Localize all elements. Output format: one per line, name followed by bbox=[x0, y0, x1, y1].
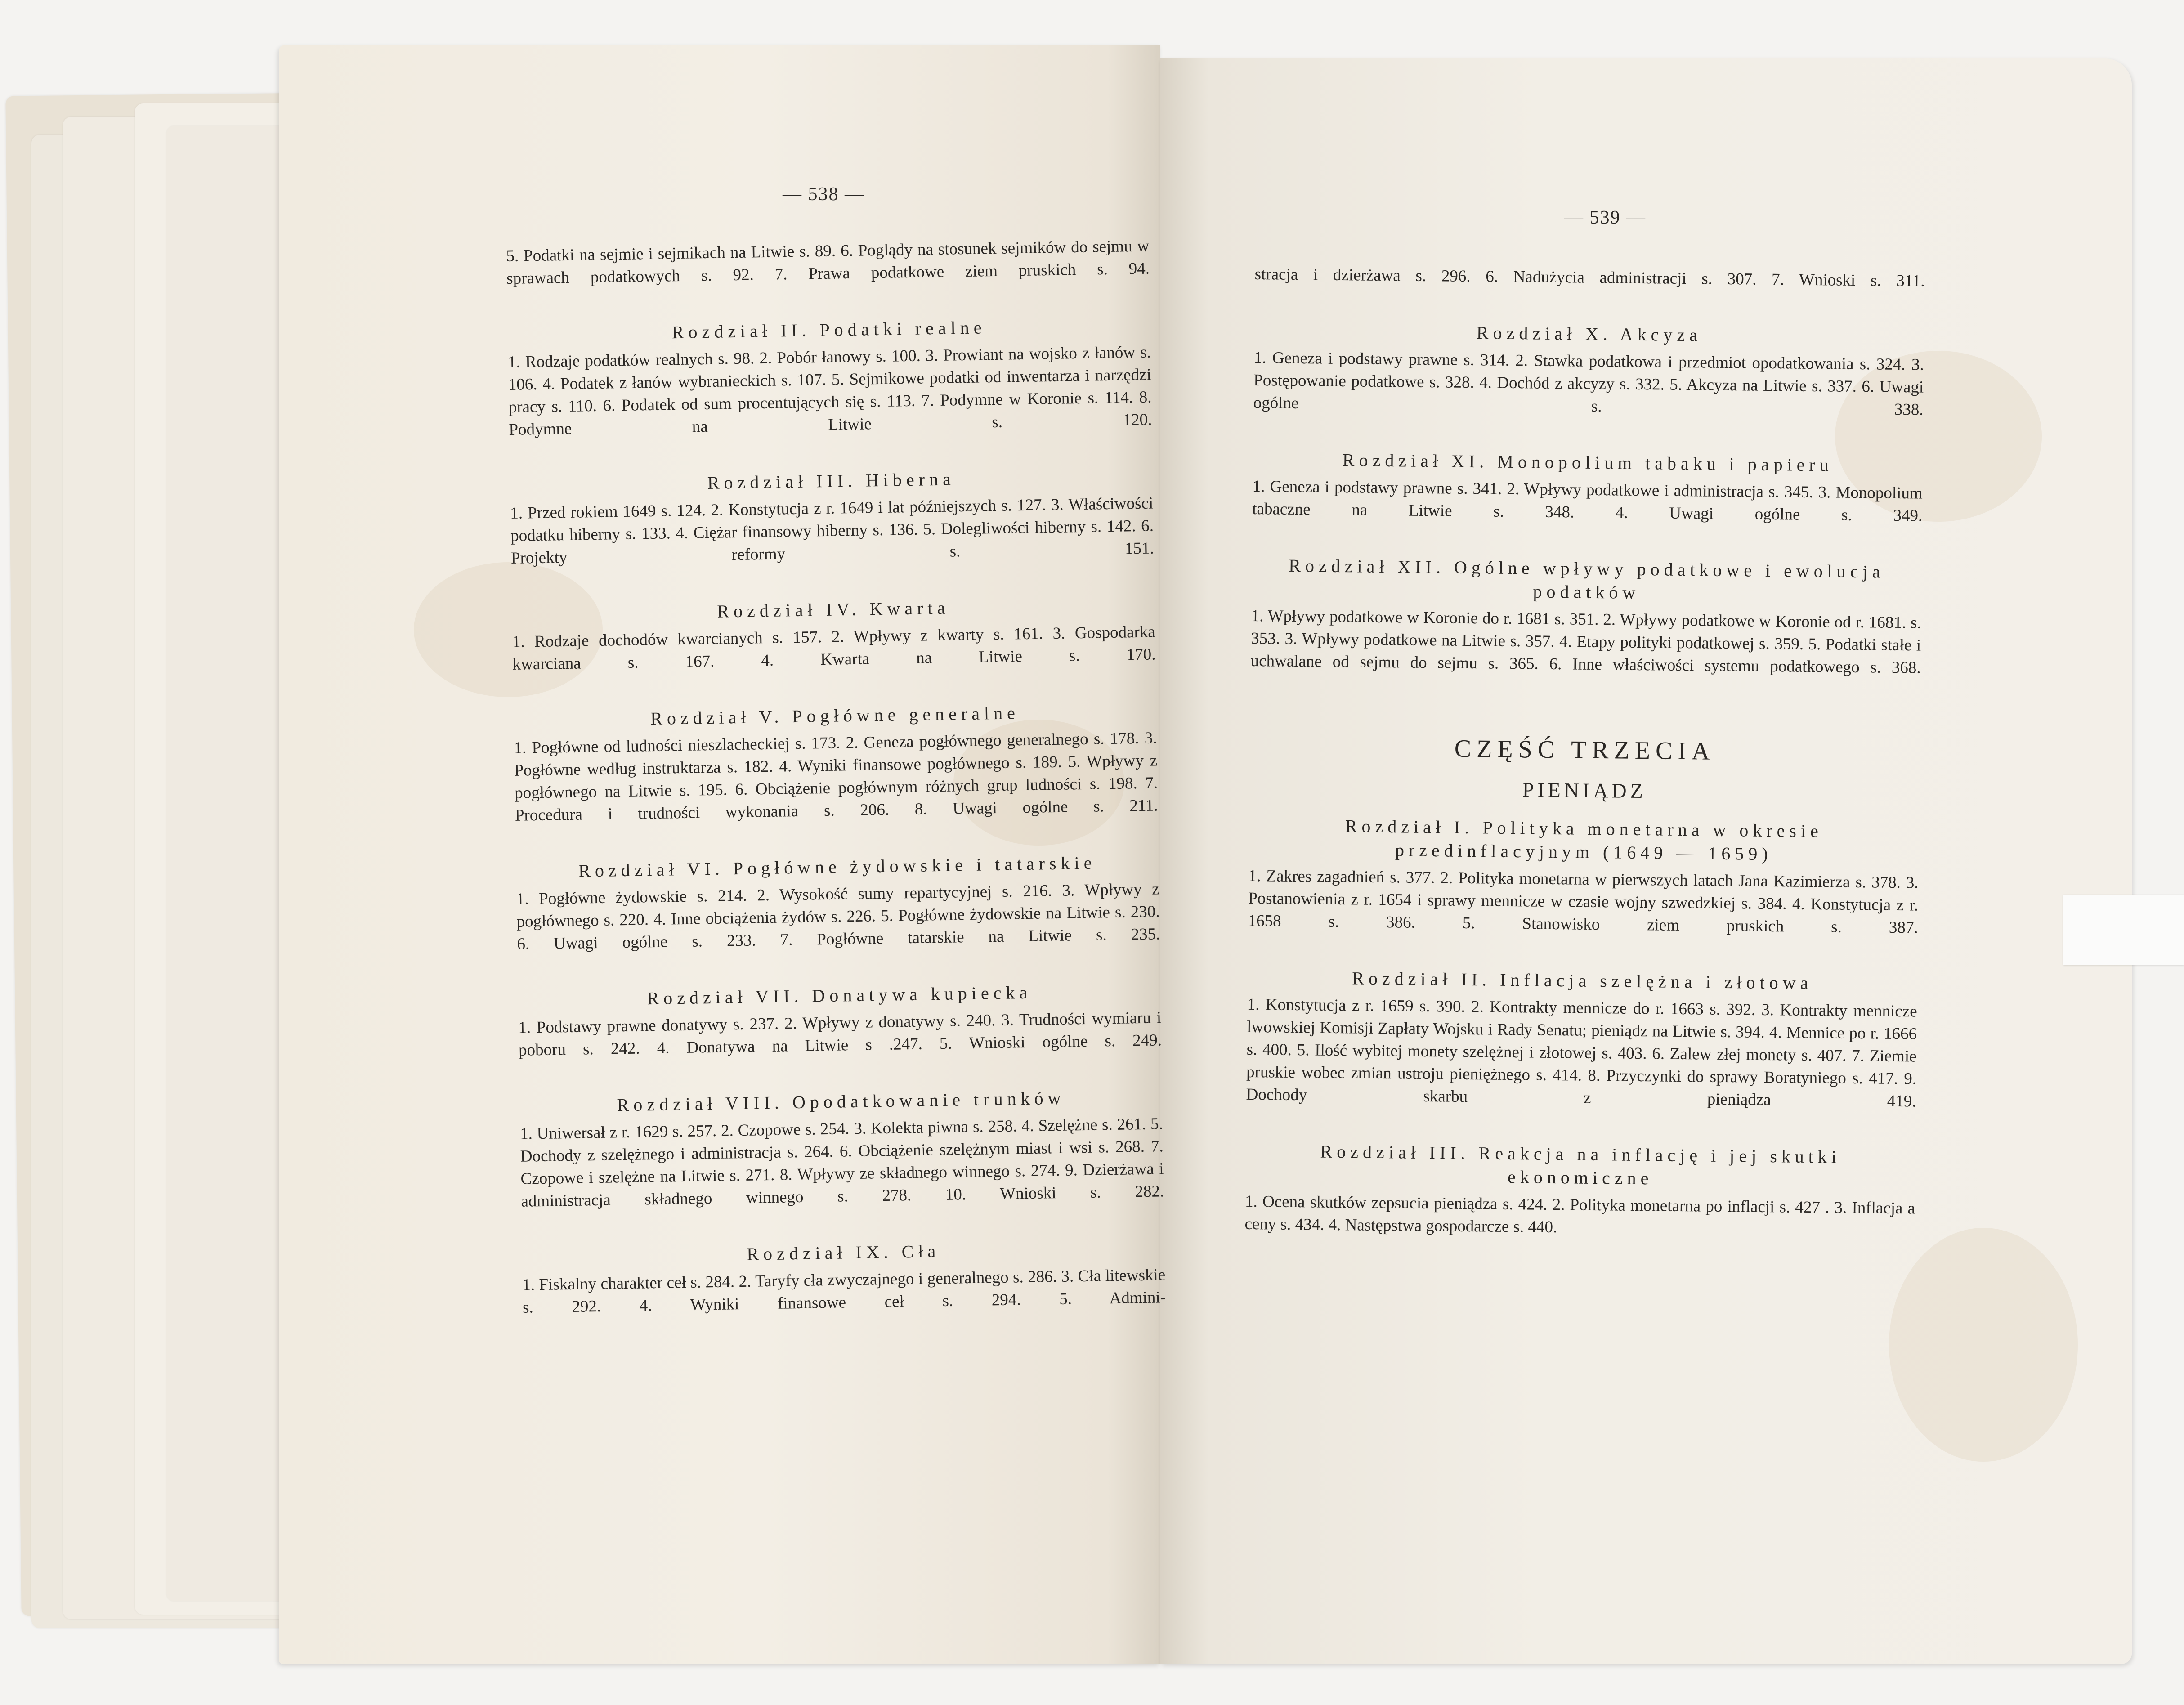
toc-entry: 1. Pogłówne żydowskie s. 214. 2. Wysokość sumy repartycyjnej s. 216. 3. Wpływy z pogłównego s. 220. 4. Inne obciążenia żydów s. 226. 5. Pogłówne żydowskie na Litwie s. 230. 6. Uwagi ogólne s. 233. 7. Pogłówne tatarskie na Litwie s. 235. bbox=[516, 880, 1160, 953]
toc-entry: 1. Pogłówne od ludności nieszlacheckiej s. 173. 2. Geneza pogłównego generalnego s. 178. 3. Pogłówne według instruktarza s. 182. 4. Wyniki finansowe pogłównego s. 189. 5. Wpływy z pogłównego na Litwie s. 195. 6. Obciążenie pogłównym różnych grup ludności s. 198. 7. Procedura i trudności wykonania s. 206. 8. Uwagi ogólne s. 211. bbox=[514, 729, 1159, 825]
toc-entry: 1. Konstytucja z r. 1659 s. 390. 2. Kontrakty mennicze do r. 1663 s. 392. 3. Kontrakty mennicze lwowskiej Komisji Zapłaty Wojsku i Rady Senatu; pieniądz na Litwie s. 394. 4. Mennice po r. 1666 s. 400. 5. Ilość wybitej monety szelężnej i złotowej s. 403. 6. Zalew złej monety s. 407. 7. Ziemie pruskie wobec zmian ustroju pieniężnego s. 414. 8. Przyczynki do sprawy Boratyniego s. 417. 9. Dochody skarbu z pieniądza 419. bbox=[1246, 995, 1917, 1111]
toc-entry: 1. Ocena skutków zepsucia pieniądza s. 424. 2. Polityka monetarna po inflacji s. 427 . 3. Inflacja a ceny s. 434. 4. Następstwa gospodarcze s. 440. bbox=[1244, 1192, 1915, 1237]
toc-entry: stracja i dzierżawa s. 296. 6. Nadużycia administracji s. 307. 7. Wnioski s. 311. bbox=[1254, 264, 1925, 291]
right-page-text bbox=[1244, 263, 1925, 1242]
right-page-number: — 539 — bbox=[1564, 207, 1646, 228]
chapter-heading: Rozdział III. Hiberna bbox=[707, 469, 956, 493]
left-page-number: — 538 — bbox=[783, 184, 864, 205]
chapter-heading: Rozdział IV. Kwarta bbox=[717, 597, 950, 622]
toc-entry: 1. Fiskalny charakter ceł s. 284. 2. Taryfy cła zwyczajnego i generalnego s. 286. 3. Cła litewskie s. 292. 4. Wyniki finansowe ceł s. 294. 5. Admini- bbox=[522, 1266, 1166, 1317]
toc-entry: 1. Zakres zagadnień s. 377. 2. Polityka monetarna w pierwszych latach Jana Kazimierza s. 378. 3. Postanowienia z r. 1654 i sprawy mennicze w czasie wojny szwedzkiej s. 384. 4. Konstytucja z r. 1658 s. 386. 5. Stanowisko ziem pruskich s. 387. bbox=[1248, 866, 1919, 937]
chapter-heading: Rozdział VII. Donatywa kupiecka bbox=[647, 982, 1032, 1009]
part-title: CZĘŚĆ TRZECIA bbox=[1454, 734, 1715, 765]
chapter-heading: Rozdział X. Akcyza bbox=[1476, 322, 1702, 345]
chapter-heading: Rozdział XII. Ogólne wpływy podatkowe i ewolucja podatków bbox=[1289, 555, 1885, 603]
toc-entry: 1. Rodzaje podatków realnych s. 98. 2. Pobór łanowy s. 100. 3. Prowiant na wojsko z łanów s. 106. 4. Podatek z łanów wybranieckich s. 107. 5. Sejmikowe podatki od inwentarza i narzędzi pracy s. 110. 6. Podatek od sum procentujących się s. 113. 7. Podymne w Koronie s. 114. 8. Podymne na Litwie s. 120. bbox=[507, 343, 1152, 439]
chapter-heading: Rozdział III. Reakcja na inflację i jej skutki ekonomiczne bbox=[1320, 1141, 1841, 1189]
toc-entry: 1. Rodzaje dochodów kwarcianych s. 157. 2. Wpływy z kwarty s. 161. 3. Gospodarka kwarciana s. 167. 4. Kwarta na Litwie s. 170. bbox=[512, 622, 1156, 674]
toc-entry: 1. Geneza i podstawy prawne s. 341. 2. Wpływy podatkowe i administracja s. 345. 3. Monopolium tabaczne na Litwie s. 348. 4. Uwagi ogólne s. 349. bbox=[1252, 477, 1923, 525]
chapter-heading: Rozdział II. Podatki realne bbox=[671, 317, 986, 343]
part-subtitle: PIENIĄDZ bbox=[1522, 778, 1647, 803]
toc-entry: 1. Przed rokiem 1649 s. 124. 2. Konstytucja z r. 1649 i lat późniejszych s. 127. 3. Właściwości podatku hiberny s. 133. 4. Ciężar finansowy hiberny s. 136. 5. Dolegliwości hiberny s. 142. 6. Projekty reformy s. 151. bbox=[510, 494, 1155, 568]
bookmark-tab[interactable] bbox=[2063, 895, 2184, 965]
chapter-heading: Rozdział VI. Pogłówne żydowskie i tatarskie bbox=[578, 852, 1096, 881]
toc-entry: 1. Wpływy podatkowe w Koronie do r. 1681 s. 351. 2. Wpływy podatkowe w Koronie od r. 1681. s. 353. 3. Wpływy podatkowe na Litwie s. 357. 4. Etapy polityki podatkowej s. 359. 5. Podatki stałe i uchwalane od sejmu do sejmu s. 365. 6. Inne właściwości systemu podatkowego s. 368. bbox=[1250, 606, 1921, 677]
toc-entry: 1. Uniwersał z r. 1629 s. 257. 2. Czopowe s. 254. 3. Kolekta piwna s. 258. 4. Szelężne s. 261. 5. Dochody z szelężnego i administracja s. 264. 6. Obciążenie szelężnym miast i wsi s. 268. 7. Czopowe i szelężne na Litwie s. 271. 8. Wpływy ze składnego winnego s. 274. 9. Dzierżawa i administracja składnego winnego s. 278. 10. Wnioski s. 282. bbox=[519, 1114, 1164, 1211]
chapter-heading: Rozdział IX. Cła bbox=[746, 1241, 940, 1264]
left-page-text bbox=[506, 235, 1166, 1342]
chapter-heading: Rozdział XI. Monopolium tabaku i papieru bbox=[1342, 450, 1834, 475]
toc-entry: 5. Podatki na sejmie i sejmikach na Litwie s. 89. 6. Poglądy na stosunek sejmików do sejmu w sprawach podatkowych s. 92. 7. Prawa podatkowe ziem pruskich s. 94. bbox=[506, 237, 1150, 288]
chapter-heading: Rozdział II. Inflacja szelężna i złotowa bbox=[1352, 968, 1813, 993]
chapter-heading: Rozdział I. Polityka monetarna w okresie przedinflacyjnym (1649 — 1659) bbox=[1345, 816, 1823, 864]
chapter-heading: Rozdział V. Pogłówne generalne bbox=[650, 703, 1020, 729]
toc-entry: 1. Geneza i podstawy prawne s. 314. 2. Stawka podatkowa i przedmiot opodatkowania s. 324. 3. Postępowanie podatkowe s. 328. 4. Dochód z akcyzy s. 332. 5. Akcyza na Litwie s. 337. 6. Uwagi ogólne s. 338. bbox=[1253, 348, 1924, 419]
paper-stain bbox=[1889, 1228, 2078, 1462]
chapter-heading: Rozdział VIII. Opodatkowanie trunków bbox=[617, 1087, 1065, 1115]
toc-entry: 1. Podstawy prawne donatywy s. 237. 2. Wpływy z donatywy s. 240. 3. Trudności wymiaru i poboru s. 242. 4. Donatywa na Litwie s .247. 5. Wnioski ogólne s. 249. bbox=[518, 1008, 1162, 1060]
